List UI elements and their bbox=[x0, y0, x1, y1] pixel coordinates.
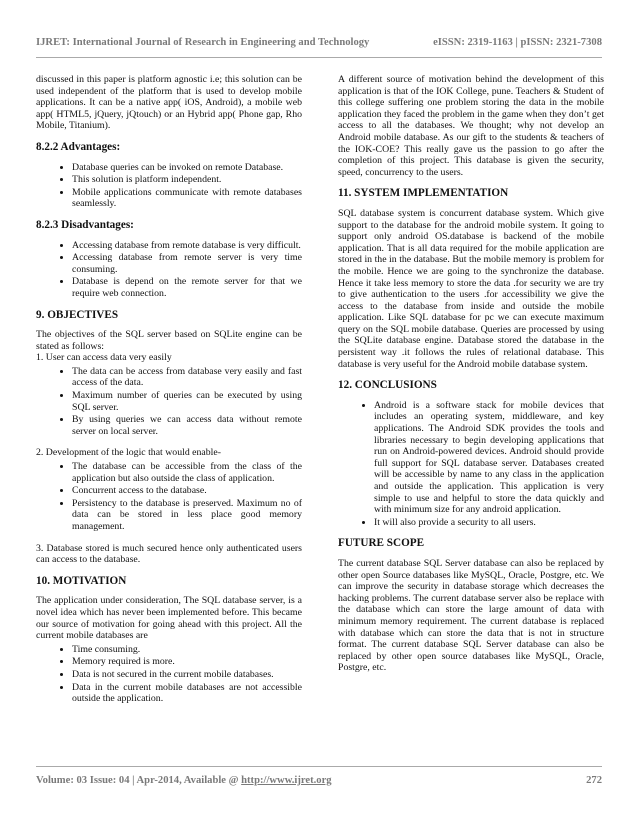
list-item: • Time consuming. bbox=[72, 644, 302, 656]
list-item: • The data can be access from database very easily and fast access of the data. bbox=[72, 366, 302, 389]
advantages-heading: 8.2.2 Advantages: bbox=[36, 140, 121, 153]
list-item: • By using queries we can access data without remote server on local server. bbox=[72, 414, 302, 437]
advantages-list bbox=[36, 162, 302, 210]
list-item: • Concurrent access to the database. bbox=[72, 485, 302, 497]
conclusions-heading: 12. CONCLUSIONS bbox=[338, 379, 437, 392]
page-number: 272 bbox=[586, 775, 602, 786]
future-scope-heading: FUTURE SCOPE bbox=[338, 537, 425, 550]
list-item: • It will also provide a security to all users. bbox=[374, 517, 604, 529]
list-item: • Data in the current mobile databases are not accessible outside the application. bbox=[72, 682, 302, 705]
motivation-list bbox=[36, 644, 302, 705]
motivation-paragraph: The application under consideration, The SQL database server, is a novel idea which has never been implemented before. This became our source of motivation for going ahead with this project. All the current mobile databases are bbox=[36, 595, 302, 642]
motivation-heading: 10. MOTIVATION bbox=[36, 574, 127, 587]
list-item: • Persistency to the database is preserved. Maximum no of data can be stored in less place good memory management. bbox=[72, 498, 302, 533]
future-scope-paragraph: The current database SQL Server database can also be replaced by other open Source databases like MySQL, Oracle, Postgre, etc. We can improve the security in database storage which decreases the hacking problems. The current database server also be replace with the database which can store the large amount of data with minimum memory requirement. The current database is replaced with database which can store the data that is not in structure format. The current database SQL Server database can also be replaced by other open source databases like MySQL, Oracle, Postgre, etc. bbox=[338, 557, 604, 674]
footer-rule bbox=[36, 766, 602, 767]
list-item: • Memory required is more. bbox=[72, 656, 302, 668]
left-column bbox=[36, 74, 302, 711]
issn: eISSN: 2319-1163 | pISSN: 2321-7308 bbox=[433, 37, 602, 48]
list-item: • Accessing database from remote database is very difficult. bbox=[72, 240, 302, 252]
footer-volume bbox=[36, 775, 332, 786]
right-column bbox=[338, 74, 604, 680]
list-item: • Database is depend on the remote server for that we require web connection. bbox=[72, 276, 302, 299]
disadvantages-list bbox=[36, 240, 302, 300]
journal-title: IJRET: International Journal of Research in Engineering and Technology bbox=[36, 37, 370, 48]
list-item: • This solution is platform independent. bbox=[72, 174, 302, 186]
disadvantages-heading: 8.2.3 Disadvantages: bbox=[36, 218, 134, 231]
conclusions-list bbox=[338, 400, 604, 529]
volume-text: Volume: 03 Issue: 04 | Apr-2014, Available @ bbox=[36, 775, 242, 786]
list-item: • Android is a software stack for mobile devices that includes an operating system, middleware, and key applications. The Android SDK provides the tools and libraries necessary to begin developing applications that run on Android-powered devices. Android should provide full support for SQL database server. Databases created will be accessible by name to any class in the application and outside the application. This application is very simple to use and helpful to store the data quickly and with minimum size for any android application. bbox=[374, 400, 604, 516]
system-implementation-paragraph: SQL database system is concurrent database system. Which give support to the database for the android mobile system. It going to support only android OS.database is backend of the mobile application. That is all data required for the mobile application are stored in the in the database. But the mobile memory is problem for the mobile. Hence we are going to the synchronize the database. Hence it take less memory to store the data .for security we are try to give authentication to the users .for accessibility we give the access to the database from inside and outside the mobile application. Like SQL database for pc we can execute maximum query on the SQL mobile database. Queries are processed by using the SQLite database engine. Database stored the database in the persistent way .it follows the rules of relational database. This database is very useful for the Android mobile database system. bbox=[338, 207, 604, 370]
header-rule bbox=[36, 57, 602, 58]
list-item: • Maximum number of queries can be executed by using SQL server. bbox=[72, 390, 302, 413]
list-item: • Accessing database from remote server is very time consuming. bbox=[72, 252, 302, 275]
page-footer bbox=[36, 775, 602, 786]
objective-1: 1. User can access data very easily bbox=[36, 352, 172, 364]
objective-2: 2. Development of the logic that would enable- bbox=[36, 447, 221, 459]
list-item: • The database can be accessible from the class of the application but also outside the class of application. bbox=[72, 461, 302, 484]
objective-1-list bbox=[36, 366, 302, 438]
journal-link[interactable]: http://www.ijret.org bbox=[241, 775, 332, 786]
list-item: • Mobile applications communicate with remote databases seamlessly. bbox=[72, 187, 302, 210]
objectives-heading: 9. OBJECTIVES bbox=[36, 308, 119, 321]
list-item: • Data is not secured in the current mobile databases. bbox=[72, 669, 302, 681]
system-implementation-heading: 11. SYSTEM IMPLEMENTATION bbox=[338, 187, 509, 200]
intro-paragraph: discussed in this paper is platform agnostic i.e; this solution can be used independent of the platform that is used to develop mobile applications. It can be a native app( iOS, Android), a mobile web app( HTML5, jQuery, jQtouch) or an Hybrid app( Phone gap, Rho Mobile, Titanium). bbox=[36, 74, 302, 132]
list-item: • Database queries can be invoked on remote Database. bbox=[72, 162, 302, 174]
objectives-intro: The objectives of the SQL server based on SQLite engine can be stated as follows: bbox=[36, 329, 302, 352]
objective-3: 3. Database stored is much secured hence only authenticated users can access to the database. bbox=[36, 542, 302, 566]
motivation-continued: A different source of motivation behind the development of this application is that of the IOK College, pune. Teachers & Student of this college suffering one problem storing the data in the mobile application they faced the problem in the game when they don’t get access to all the databases. We thought; why not develop an Android mobile database. As our gift to the students & teachers of the IOK-COE? This really gave us the passion to go after the completion of this project. This database is given the security, speed, concurrency to the users. bbox=[338, 74, 604, 178]
objective-2-list bbox=[36, 461, 302, 533]
page-header bbox=[36, 37, 602, 48]
